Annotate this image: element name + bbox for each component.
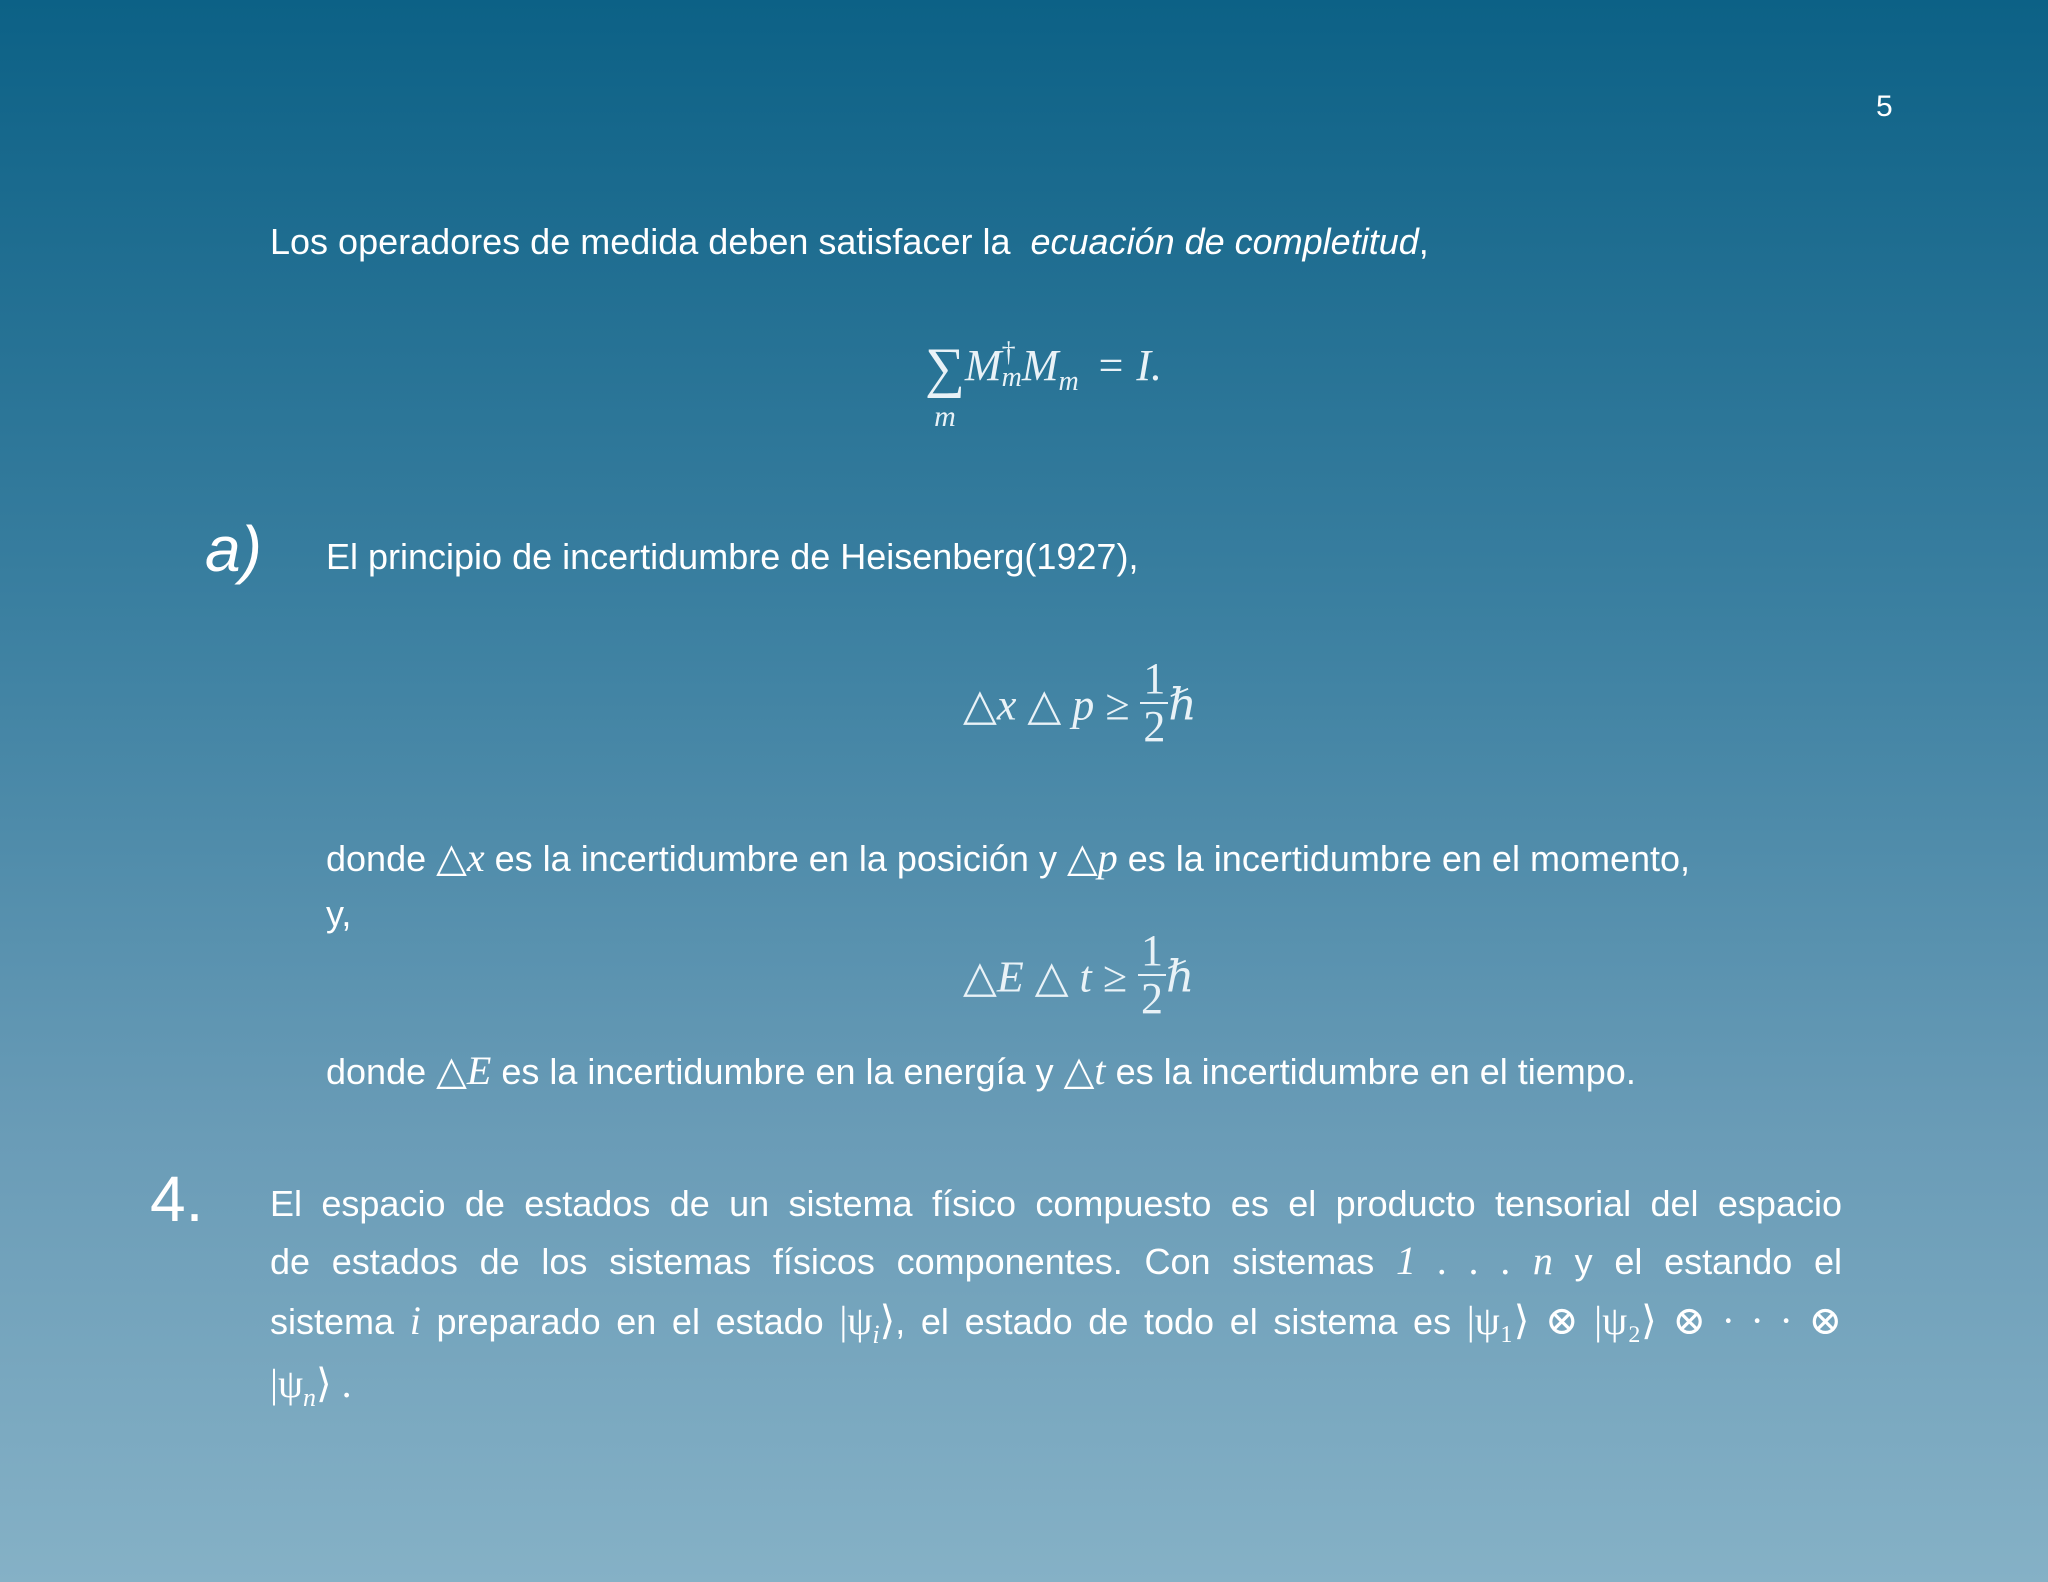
operator-m-sub: m [1001, 362, 1022, 394]
half-fraction-2 [1138, 928, 1166, 1022]
item-a-text: El principio de incertidumbre de Heisenberg(1927), [326, 536, 1139, 577]
explanation-2-part1: donde [326, 1051, 427, 1092]
energy-time-lhs: △E △ t ≥ [963, 952, 1127, 1002]
item-4-line2-b: y el estando el [1574, 1241, 1842, 1282]
item-4-line2 [270, 1231, 1842, 1291]
item-4-marker: 4. [150, 1163, 204, 1235]
item-4-line4 [270, 1354, 1842, 1417]
item-a-marker: a) [205, 513, 262, 585]
ket-psi-n-open: |ψ [270, 1361, 304, 1406]
system-range: 1 . . . n [1396, 1238, 1553, 1283]
operator-m2: M [1021, 341, 1059, 390]
tensor-product-expression: |ψ₁⟩ ⊗ |ψ₂⟩ ⊗ · · · ⊗ [1466, 1298, 1842, 1343]
fraction-denominator: 2 [1143, 702, 1166, 752]
item-4-line3 [270, 1291, 1842, 1354]
explanation-1-line2: y, [326, 893, 352, 934]
dagger: † [1001, 337, 1016, 368]
explanation-1-part3: es la incertidumbre en el momento, [1127, 838, 1691, 879]
ket-psi-i-close: ⟩ [879, 1298, 896, 1343]
explanation-2-part2: es la incertidumbre en la energía y [501, 1051, 1054, 1092]
item-4-line3-c: , el estado de todo el sistema es [895, 1301, 1452, 1342]
half-fraction-1 [1140, 656, 1168, 750]
hbar-symbol: ℏ [1168, 680, 1197, 730]
delta-p-symbol: △p [1066, 835, 1118, 880]
ket-psi-n-close: ⟩ . [316, 1361, 352, 1406]
operator-m: M [964, 341, 1002, 390]
ket-psi-i-sub: i [872, 1320, 880, 1349]
item-4-line3-b: preparado en el estado [436, 1301, 824, 1342]
explanation-2-part3: es la incertidumbre en el tiempo. [1115, 1051, 1636, 1092]
delta-e-symbol: △E [436, 1048, 492, 1093]
fraction-numerator-2: 1 [1138, 928, 1166, 976]
ket-psi-i [839, 1298, 896, 1349]
fraction-numerator: 1 [1140, 656, 1168, 704]
fraction-denominator-2: 2 [1140, 974, 1163, 1024]
delta-x-symbol: △x [436, 835, 485, 880]
ket-psi-n [270, 1361, 352, 1412]
explanation-1-part1: donde [326, 838, 427, 879]
completeness-equation [925, 337, 1163, 433]
item-4-line1: El espacio de estados de un sistema físico compuesto es el producto tensorial del espacio [270, 1183, 1842, 1224]
operator-m2-sub: m [1058, 365, 1079, 397]
completeness-sentence [270, 215, 1429, 269]
explanation-1-part2: es la incertidumbre en la posición y [494, 838, 1057, 879]
uncertainty-equation-energy [963, 926, 1195, 1028]
item-4-paragraph [270, 1177, 1842, 1417]
item-4-line2-a: de estados de los sistemas físicos componentes. Con sistemas [270, 1241, 1375, 1282]
position-momentum-lhs: △x △ p ≥ [963, 680, 1130, 730]
system-index-i: i [409, 1298, 421, 1343]
ket-psi-i-open: |ψ [839, 1298, 873, 1343]
ket-psi-n-sub: n [303, 1383, 317, 1412]
delta-t-symbol: △t [1063, 1048, 1106, 1093]
explanation-position [326, 828, 1690, 888]
sum-subscript: m [934, 400, 956, 433]
identity-rhs: = I. [1095, 341, 1163, 390]
completeness-intro: Los operadores de medida deben satisfacer la [270, 221, 1011, 262]
uncertainty-equation-position [963, 654, 1197, 756]
hbar-symbol-2: ℏ [1165, 952, 1195, 1002]
completeness-comma: , [1418, 221, 1429, 262]
completeness-term: ecuación de completitud [1030, 221, 1419, 262]
sum-symbol: ∑ [925, 337, 965, 399]
explanation-energy [326, 1041, 1636, 1101]
page-number: 5 [1876, 90, 1893, 123]
item-4-line3-a: sistema [270, 1301, 395, 1342]
